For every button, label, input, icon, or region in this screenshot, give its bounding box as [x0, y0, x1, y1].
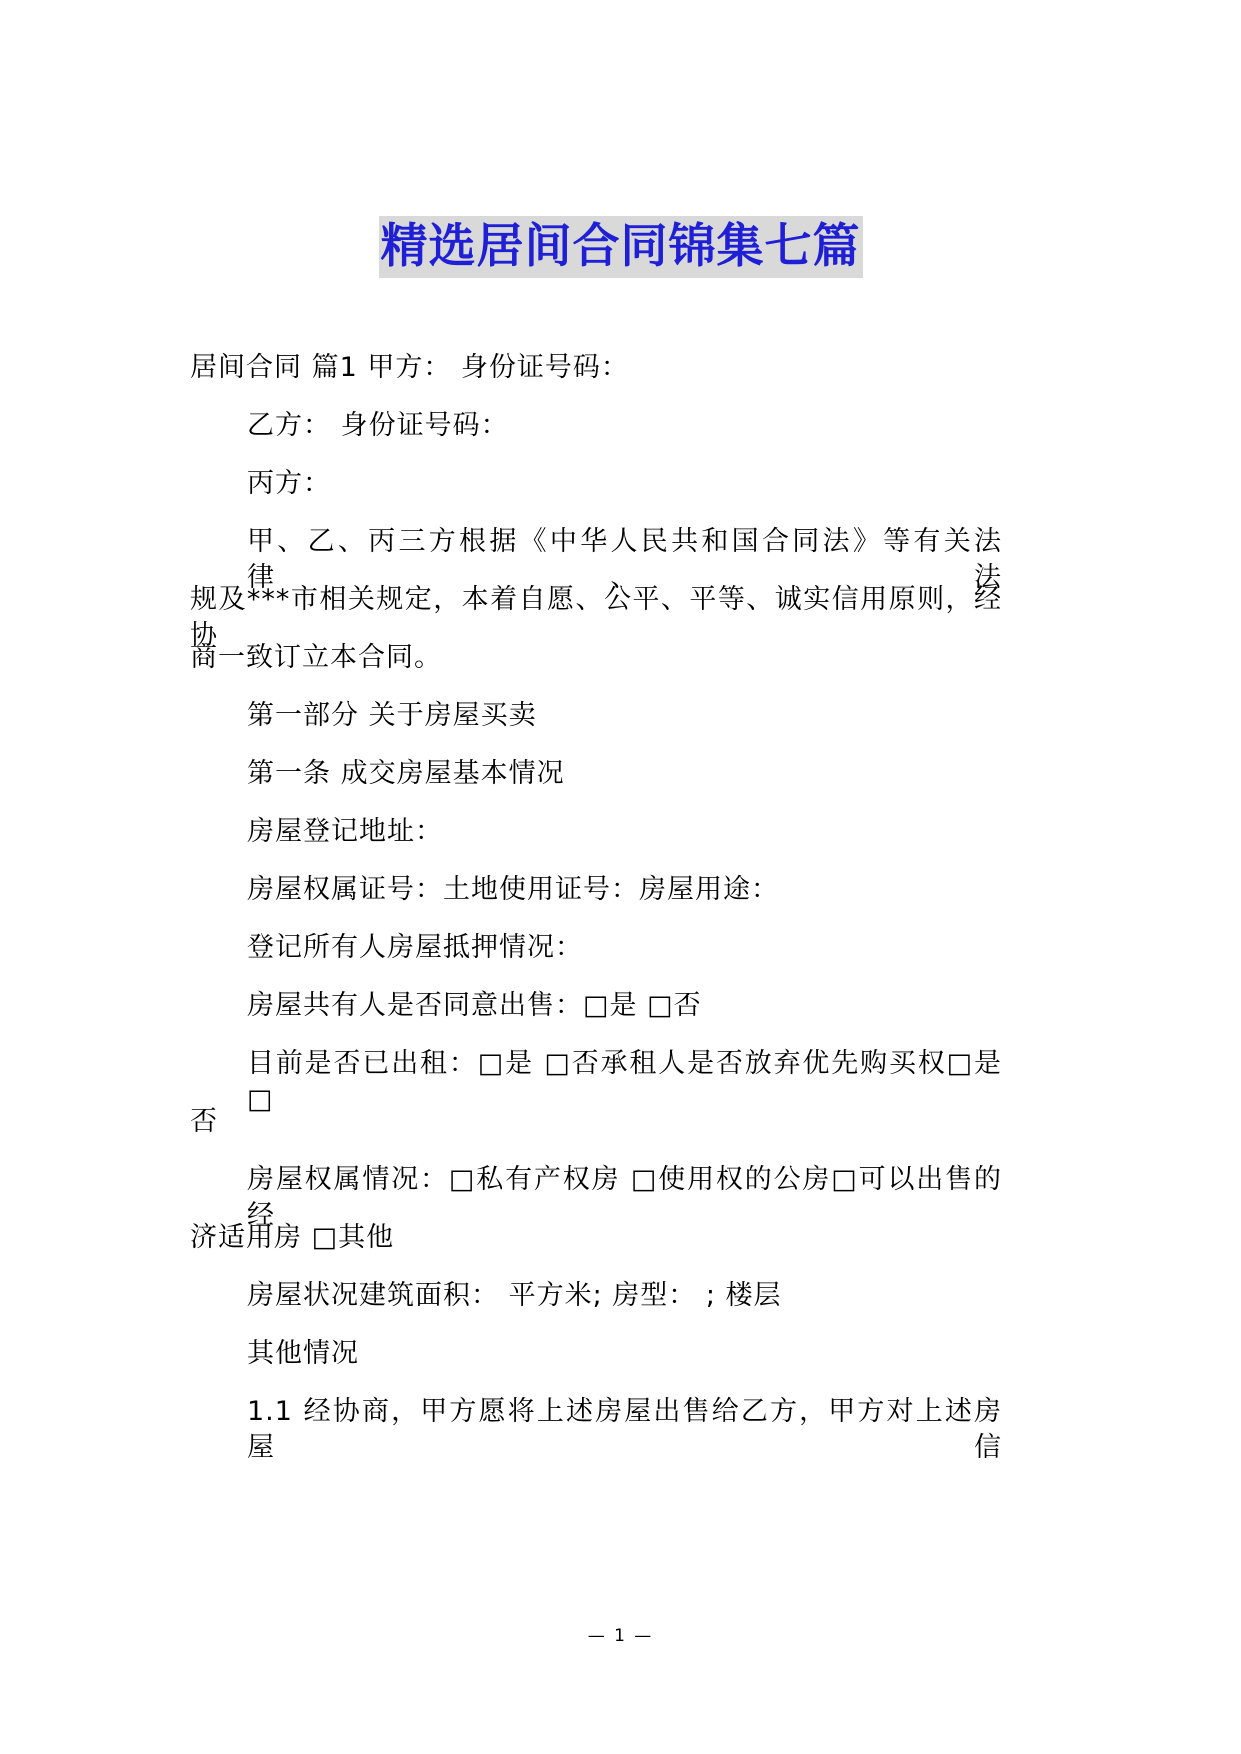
line-party-b: 乙方： 身份证号码： [247, 410, 509, 441]
line-mortgage: 登记所有人房屋抵押情况： [247, 932, 583, 963]
line-ownership-type-cont: 济适用房 □其他 [190, 1222, 395, 1253]
line-clause-1-1: 1.1 经协商，甲方愿将上述房屋出售给乙方，甲方对上述房屋信 [247, 1396, 1002, 1463]
line-other-conditions: 其他情况 [247, 1338, 359, 1369]
line-preamble-3: 商一致订立本合同。 [190, 642, 442, 673]
line-rental-status-cont: 否 [190, 1106, 218, 1137]
line-preamble-2: 规及***市相关规定，本着自愿、公平、平等、诚实信用原则，经协 [190, 584, 1002, 651]
document-title: 精选居间合同锦集七篇 [379, 216, 863, 278]
line-house-condition: 房屋状况建筑面积： 平方米; 房型： ; 楼层 [247, 1280, 782, 1311]
title-container [0, 216, 1241, 278]
page-number: — 1 — [587, 1626, 654, 1646]
line-party-c: 丙方： [247, 468, 331, 499]
line-ownership-cert: 房屋权属证号：土地使用证号：房屋用途： [247, 874, 779, 905]
line-preamble-1: 甲、乙、丙三方根据《中华人民共和国合同法》等有关法律、法 [247, 526, 1002, 593]
line-parties-a: 居间合同 篇1 甲方： 身份证号码： [190, 352, 629, 383]
line-house-address: 房屋登记地址： [247, 816, 443, 847]
line-article-one-heading: 第一条 成交房屋基本情况 [247, 758, 565, 789]
line-rental-status: 目前是否已出租：□是 □否承租人是否放弃优先购买权□是 □ [247, 1048, 1002, 1115]
line-co-owner-consent: 房屋共有人是否同意出售：□是 □否 [247, 990, 702, 1021]
line-part-one-heading: 第一部分 关于房屋买卖 [247, 700, 537, 731]
line-ownership-type: 房屋权属情况：□私有产权房 □使用权的公房□可以出售的经 [247, 1164, 1002, 1231]
